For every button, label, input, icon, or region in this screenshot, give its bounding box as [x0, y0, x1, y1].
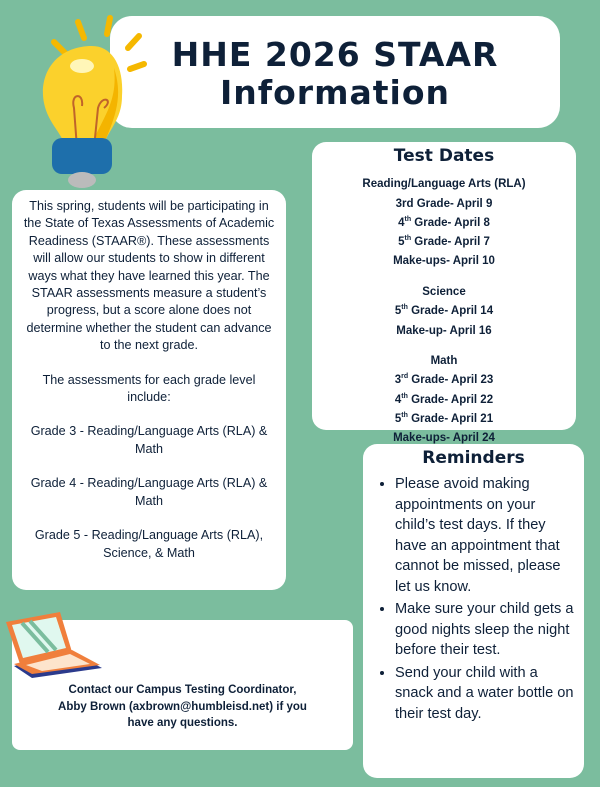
contact-line: have any questions. [127, 717, 238, 729]
date-line [312, 389, 576, 408]
date-grade: 4 [398, 216, 405, 229]
intro-panel [12, 190, 286, 590]
date-grade: 3rd [395, 197, 414, 210]
date-grade: Make-up- April 16 [396, 324, 492, 337]
date-text: Grade- April 7 [411, 235, 490, 248]
ordinal-suffix: rd [401, 373, 409, 381]
grade-item: Grade 5 - Reading/Language Arts (RLA), Science, & Math [34, 528, 264, 560]
title-banner [110, 16, 560, 128]
date-text: Grade- April 23 [408, 374, 494, 387]
date-grade: Make-ups- April 24 [393, 432, 495, 445]
reminder-item: • Make sure your child gets a good nights sleep the night before their test. [395, 599, 574, 661]
subject-heading: Science [422, 285, 466, 298]
date-text: Grade- April 22 [407, 393, 494, 406]
test-dates-heading: Test Dates [393, 146, 495, 166]
date-grade: 4 [394, 393, 402, 406]
date-line [312, 300, 576, 319]
date-text: Grade- April 21 [407, 412, 494, 425]
date-line [312, 193, 576, 212]
ordinal-suffix: th [401, 392, 408, 400]
test-dates-section [312, 353, 576, 447]
contact-line: Contact our Campus Testing Coordinator, [68, 684, 297, 696]
date-line [312, 408, 576, 427]
ordinal-suffix: th [401, 304, 408, 312]
intro-lead: The assessments for each grade level include: [42, 372, 256, 405]
date-line [312, 369, 576, 388]
contact-line: Abby Brown (axbrown@humbleisd.net) if you [58, 700, 307, 713]
reminders-panel [363, 444, 584, 778]
date-grade: 3 [394, 374, 402, 387]
lightbulb-icon [22, 8, 162, 188]
ordinal-suffix: th [404, 215, 412, 223]
date-line [312, 212, 576, 231]
test-dates-panel [312, 142, 576, 445]
reminders-heading: Reminders [422, 448, 525, 468]
reminder-item: • Send your child with a snack and a water bottle on their test day. [395, 663, 574, 725]
title-line-1: HHE 2026 STAAR [171, 35, 499, 74]
ordinal-suffix: th [401, 412, 408, 420]
test-dates-section [312, 176, 576, 270]
title-line-2: Information [220, 73, 450, 112]
date-text: Grade- April 8 [411, 216, 490, 229]
date-grade: 5 [398, 235, 405, 248]
reminder-item: • Please avoid making appointments on your child’s test days. If they have an appointment that cannot be missed, please let us know. [395, 474, 574, 597]
grade-item: Grade 4 - Reading/Language Arts (RLA) & Math [30, 476, 268, 508]
intro-paragraph: This spring, students will be participating in the State of Texas Assessments of Academic Readiness (STAAR®). These assessments will allow our students to show in different ways what they have learned this year. The STAAR assessments measure a student’s progress, but a score alone does not determine whether the student can advance to the next grade. [23, 199, 275, 353]
test-dates-section [312, 284, 576, 339]
ordinal-suffix: th [404, 235, 412, 243]
date-grade: 5 [394, 412, 402, 425]
subject-heading: Math [430, 354, 458, 367]
date-text: Grade- April 14 [407, 305, 494, 318]
grade-item: Grade 3 - Reading/Language Arts (RLA) & Math [30, 424, 268, 456]
date-grade: Make-ups- April 10 [393, 255, 495, 268]
subject-heading: Reading/Language Arts (RLA) [362, 178, 526, 190]
laptop-icon [2, 608, 107, 678]
date-line [312, 250, 576, 269]
date-line [312, 231, 576, 250]
date-grade: 5 [394, 305, 402, 318]
date-line [312, 320, 576, 339]
date-text: Grade- April 9 [413, 197, 493, 210]
